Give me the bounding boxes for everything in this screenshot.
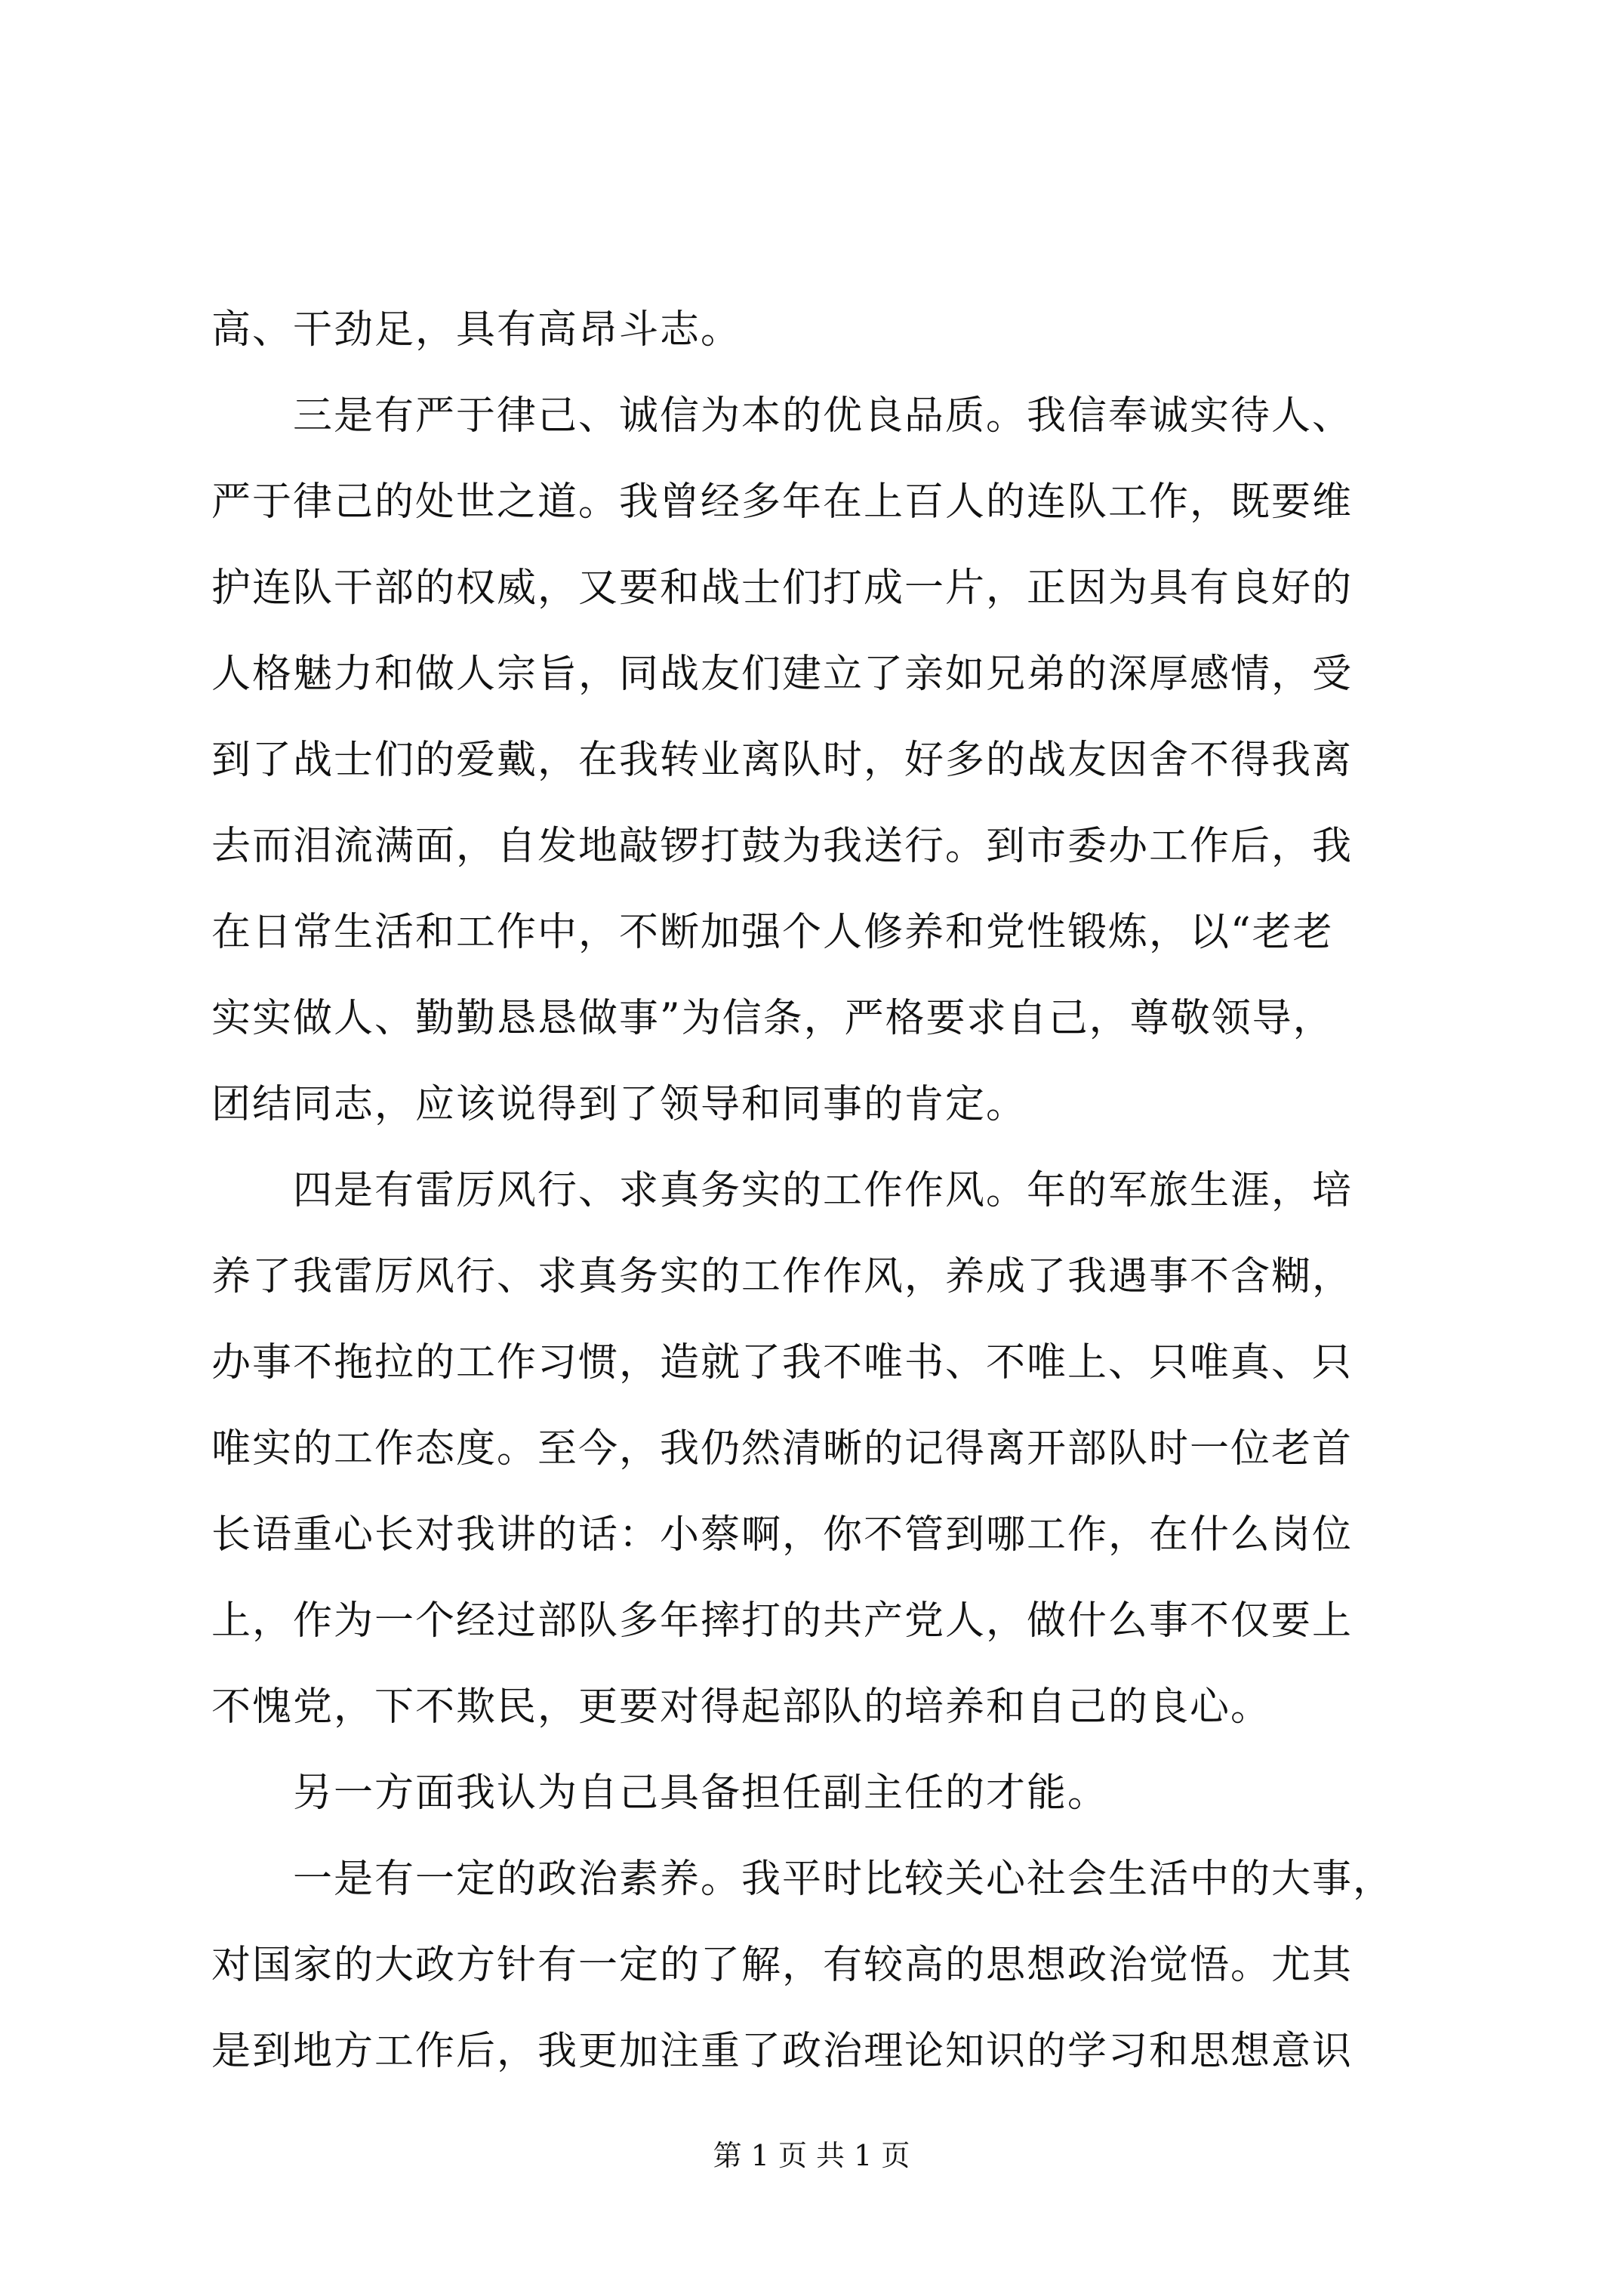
page-footer xyxy=(0,2137,1623,2174)
document-body xyxy=(211,287,1427,2094)
text-line: 实实做人、勤勤恳恳做事”为信条，严格要求自己，尊敬领导， xyxy=(211,996,1334,1041)
text-line: 对国家的大政方针有一定的了解，有较高的思想政治觉悟。尤其 xyxy=(211,1943,1354,1988)
text-line: 唯实的工作态度。至今，我仍然清晰的记得离开部队时一位老首 xyxy=(211,1426,1354,1472)
text-line: 是到地方工作后，我更加注重了政治理论知识的学习和思想意识 xyxy=(211,2029,1354,2074)
text-line: 严于律己的处世之道。我曾经多年在上百人的连队工作，既要维 xyxy=(211,479,1354,525)
text-line: 到了战士们的爱戴，在我转业离队时，好多的战友因舍不得我离 xyxy=(211,738,1354,783)
text-line: 护连队干部的权威，又要和战士们打成一片，正因为具有良好的 xyxy=(211,566,1354,611)
text-line: 高、干劲足，具有高昂斗志。 xyxy=(211,307,742,353)
text-line: 不愧党，下不欺民，更要对得起部队的培养和自己的良心。 xyxy=(211,1684,1272,1730)
text-line: 养了我雷厉风行、求真务实的工作作风，养成了我遇事不含糊， xyxy=(211,1254,1354,1299)
text-line: 去而泪流满面，自发地敲锣打鼓为我送行。到市委办工作后，我 xyxy=(211,824,1354,869)
text-line: 办事不拖拉的工作习惯，造就了我不唯书、不唯上、只唯真、只 xyxy=(211,1340,1354,1385)
text-line: 上，作为一个经过部队多年摔打的共产党人，做什么事不仅要上 xyxy=(211,1598,1354,1644)
text-line: 三是有严于律己、诚信为本的优良品质。我信奉诚实待人、 xyxy=(211,393,1354,439)
text-line: 另一方面我认为自己具备担任副主任的才能。 xyxy=(211,1771,1109,1816)
text-line: 一是有一定的政治素养。我平时比较关心社会生活中的大事， xyxy=(211,1857,1394,1902)
text-line: 在日常生活和工作中，不断加强个人修养和党性锻炼，以“老老 xyxy=(211,910,1334,955)
text-line: 人格魅力和做人宗旨，同战友们建立了亲如兄弟的深厚感情，受 xyxy=(211,652,1354,697)
text-line: 四是有雷厉风行、求真务实的工作作风。年的军旅生涯，培 xyxy=(211,1168,1354,1213)
text-line: 团结同志，应该说得到了领导和同事的肯定。 xyxy=(211,1082,1027,1127)
page-number-label: 第 1 页 共 1 页 xyxy=(713,2139,910,2172)
text-line: 长语重心长对我讲的话：小蔡啊，你不管到哪工作，在什么岗位 xyxy=(211,1512,1354,1558)
